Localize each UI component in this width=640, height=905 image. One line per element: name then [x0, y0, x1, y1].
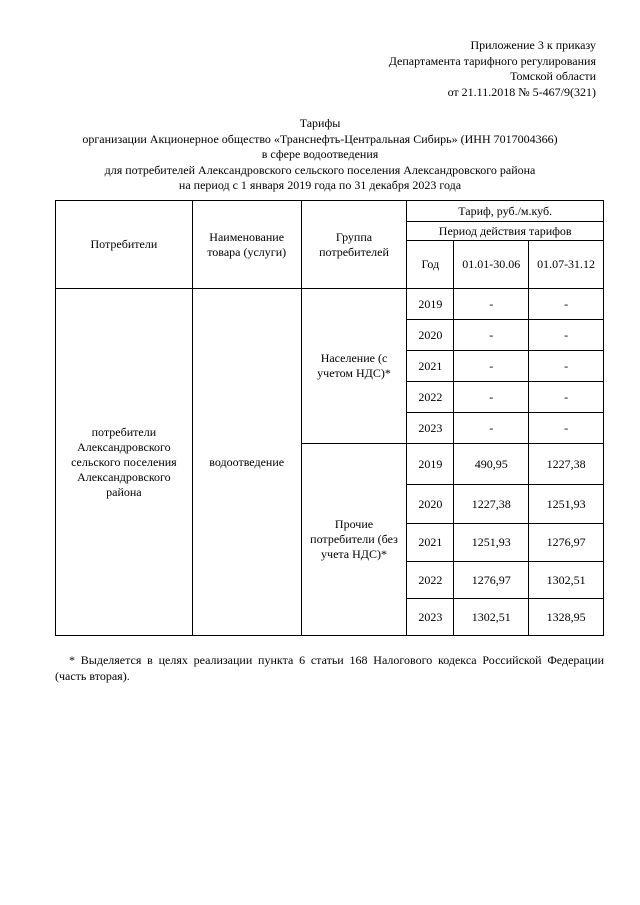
- tariff-cell: -: [529, 320, 604, 351]
- year-cell: 2021: [407, 524, 454, 562]
- tariff-cell: -: [529, 289, 604, 320]
- year-cell: 2023: [407, 599, 454, 636]
- tariff-cell: -: [454, 320, 529, 351]
- year-cell: 2020: [407, 320, 454, 351]
- year-cell: 2021: [407, 351, 454, 382]
- header-consumers: Потребители: [56, 201, 193, 289]
- header-year: Год: [407, 241, 454, 289]
- header-product: Наименование товара (услуги): [192, 201, 301, 289]
- tariff-cell: 1276,97: [454, 562, 529, 599]
- year-cell: 2019: [407, 444, 454, 485]
- tariff-cell: -: [454, 413, 529, 444]
- tariff-cell: -: [529, 351, 604, 382]
- tariff-cell: 1302,51: [529, 562, 604, 599]
- header-line: Приложение 3 к приказу: [470, 38, 596, 52]
- header-period: Период действия тарифов: [407, 222, 604, 241]
- header-tariff: Тариф, руб./м.куб.: [407, 201, 604, 222]
- title-line: в сфере водоотведения: [261, 147, 379, 161]
- footnote: * Выделяется в целях реализации пункта 6 статьи 168 Налогового кодекса Российской Федерации (часть вторая).: [55, 653, 604, 683]
- tariff-cell: -: [529, 382, 604, 413]
- tariff-cell: -: [454, 289, 529, 320]
- group-cell: Население (с учетом НДС)*: [301, 289, 407, 444]
- title-line: на период с 1 января 2019 года по 31 декабря 2023 года: [178, 178, 462, 192]
- tariff-cell: 490,95: [454, 444, 529, 485]
- tariff-cell: 1328,95: [529, 599, 604, 636]
- title-line: Тарифы: [299, 116, 341, 130]
- header-line: Департамента тарифного регулирования: [388, 53, 596, 68]
- header-line: Томской области: [510, 69, 596, 83]
- title-line: для потребителей Александровского сельского поселения Александровского района: [104, 162, 536, 177]
- tariff-cell: 1251,93: [454, 524, 529, 562]
- tariff-table: [55, 200, 604, 636]
- tariff-cell: -: [454, 351, 529, 382]
- header-period-1: 01.01-30.06: [454, 241, 529, 289]
- year-cell: 2019: [407, 289, 454, 320]
- tariff-cell: 1227,38: [529, 444, 604, 485]
- tariff-cell: -: [454, 382, 529, 413]
- group-cell: Прочие потребители (без учета НДС)*: [301, 444, 407, 636]
- tariff-cell: 1302,51: [454, 599, 529, 636]
- tariff-cell: 1251,93: [529, 485, 604, 524]
- order-reference: [389, 38, 596, 100]
- tariff-cell: -: [529, 413, 604, 444]
- product-cell: водоотведение: [192, 289, 301, 636]
- year-cell: 2022: [407, 382, 454, 413]
- title-line: организации Акционерное общество «Транснефть-Центральная Сибирь» (ИНН 7017004366): [82, 131, 558, 146]
- document-title: [0, 116, 640, 194]
- header-line: от 21.11.2018 № 5-467/9(321): [447, 84, 596, 99]
- year-cell: 2022: [407, 562, 454, 599]
- year-cell: 2023: [407, 413, 454, 444]
- header-period-2: 01.07-31.12: [529, 241, 604, 289]
- tariff-cell: 1276,97: [529, 524, 604, 562]
- header-group: Группа потребителей: [301, 201, 407, 289]
- year-cell: 2020: [407, 485, 454, 524]
- tariff-cell: 1227,38: [454, 485, 529, 524]
- consumer-cell: потребители Александровского сельского поселения Александровского района: [56, 289, 193, 636]
